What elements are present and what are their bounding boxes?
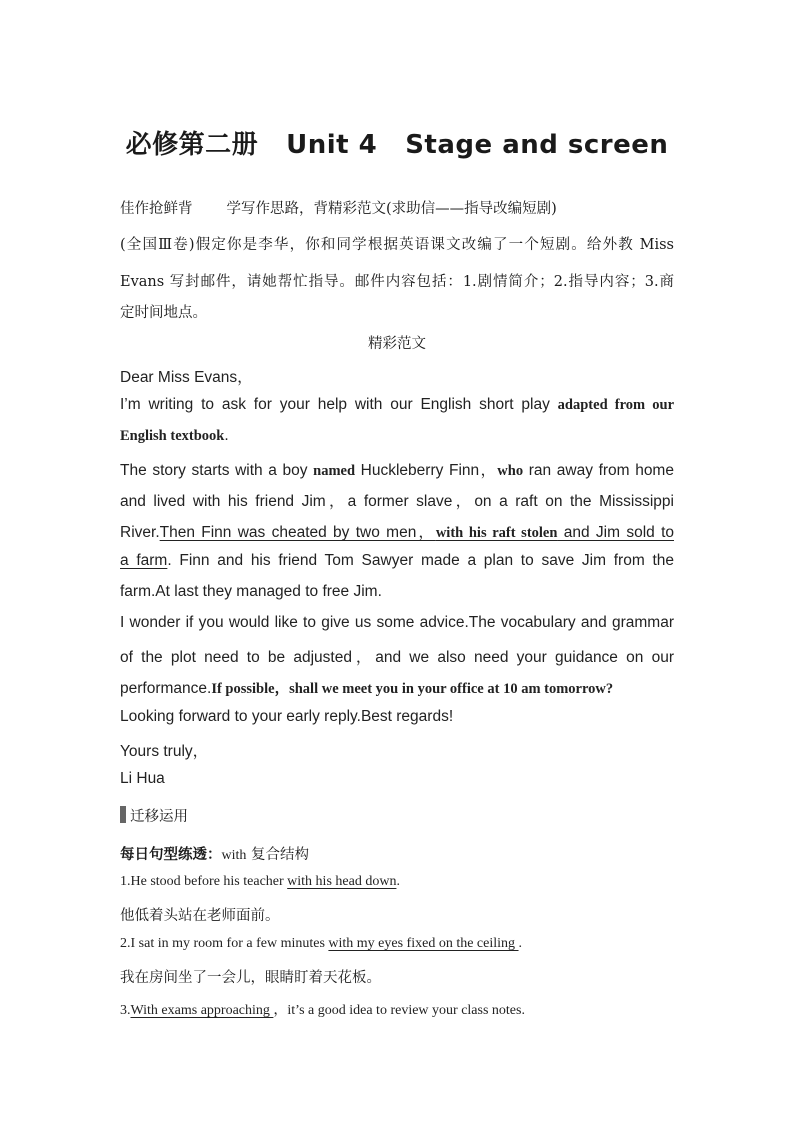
p2-underlined-b: and Jim sold to bbox=[557, 524, 674, 541]
p2-underlined-bold: with his raft stolen bbox=[435, 525, 558, 541]
letter-signature: Li Hua bbox=[120, 770, 165, 787]
letter-p2-line1 bbox=[120, 458, 674, 480]
section-marker-icon bbox=[120, 806, 126, 823]
p2-text-plan: . Finn and his friend Tom Sawyer made a plan to save Jim from the bbox=[167, 552, 674, 569]
exercise-2-translation: 我在房间坐了一会儿，眼睛盯着天花板。 bbox=[120, 970, 381, 986]
practice-heading bbox=[120, 843, 674, 864]
practice-section-label bbox=[120, 805, 674, 826]
p1-bold-phrase: adapted from our bbox=[557, 397, 675, 413]
intro-label: 佳作抢鲜背 bbox=[120, 201, 193, 217]
p2-text-e: ran away from home bbox=[523, 462, 674, 479]
p3-performance: performance. bbox=[120, 680, 212, 697]
letter-p3-line2: of the plot need to be adjusted，and we also need your guidance on our bbox=[120, 649, 674, 666]
exercise-1-translation: 他低着头站在老师面前。 bbox=[120, 908, 280, 924]
exercise-2 bbox=[120, 936, 674, 952]
p2-underlined-farm: a farm bbox=[120, 552, 168, 569]
practice-heading-en: with bbox=[221, 848, 247, 863]
page-title bbox=[0, 124, 794, 161]
exercise-1-end: . bbox=[396, 874, 400, 889]
p3-bold-question: If possible，shall we meet you in your office at 10 am tomorrow? bbox=[211, 681, 614, 697]
exercise-3-end: ，it’s a good idea to review your class notes. bbox=[273, 1003, 525, 1018]
letter-p2-line5: farm.At last they managed to free Jim. bbox=[120, 583, 382, 600]
task-line-2: Evans 写封邮件，请她帮忙指导。邮件内容包括：1.剧情简介；2.指导内容；3.商 bbox=[120, 274, 674, 290]
exercise-3-text: 3. bbox=[120, 1003, 131, 1018]
p1-text: I’m writing to ask for your help with our English short play bbox=[120, 396, 558, 413]
intro-header bbox=[120, 197, 674, 218]
section-label-text: 迁移运用 bbox=[130, 809, 188, 825]
exercise-2-text: 2.I sat in my room for a few minutes bbox=[120, 936, 329, 951]
p1-bold-phrase-cont: English textbook bbox=[120, 428, 225, 444]
letter-p3-line3 bbox=[120, 677, 674, 698]
intro-subtitle: 学写作思路，背精彩范文(求助信——指导改编短剧) bbox=[226, 201, 557, 217]
letter-greeting: Dear Miss Evans， bbox=[120, 369, 253, 386]
p2-bold-named: named bbox=[313, 463, 356, 479]
p2-text-c: Huckleberry Finn， bbox=[355, 462, 498, 479]
task-line-3: 定时间地点。 bbox=[120, 305, 207, 321]
letter-closing: Yours truly， bbox=[120, 743, 209, 760]
model-essay-heading: 精彩范文 bbox=[368, 336, 426, 352]
letter-p1-line2 bbox=[120, 427, 674, 445]
title-unit: Unit 4 bbox=[286, 130, 378, 160]
p2-bold-who: who bbox=[497, 463, 524, 479]
title-topic: Stage and screen bbox=[405, 130, 669, 160]
p2-river: River. bbox=[120, 524, 160, 541]
exercise-3 bbox=[120, 999, 674, 1019]
letter-p2-line4 bbox=[120, 552, 674, 570]
letter-p2-line2: and lived with his friend Jim，a former slave，on a raft on the Mississippi bbox=[120, 493, 674, 510]
exercise-2-answer: with my eyes fixed on the ceiling bbox=[328, 936, 519, 951]
letter-p3-line1: I wonder if you would like to give us some advice.The vocabulary and grammar bbox=[120, 614, 674, 631]
exercise-1 bbox=[120, 874, 674, 890]
task-line-1: (全国Ⅲ卷)假定你是李华，你和同学根据英语课文改编了一个短剧。给外教 Miss bbox=[120, 237, 674, 253]
practice-heading-cn2: 复合结构 bbox=[246, 847, 309, 863]
letter-p4: Looking forward to your early reply.Best regards! bbox=[120, 708, 454, 725]
p2-text-a: The story starts with a boy bbox=[120, 462, 314, 479]
p1-period: . bbox=[224, 427, 229, 444]
practice-heading-cn: 每日句型练透： bbox=[120, 846, 222, 863]
p2-underlined-a: Then Finn was cheated by two men， bbox=[159, 524, 436, 541]
exercise-1-answer: with his head down bbox=[287, 874, 397, 889]
exercise-2-end: . bbox=[518, 936, 523, 951]
title-chinese: 必修第二册 bbox=[125, 130, 259, 160]
exercise-1-text: 1.He stood before his teacher bbox=[120, 874, 288, 889]
letter-p1-line1 bbox=[120, 396, 674, 414]
exercise-3-answer: With exams approaching bbox=[130, 1003, 274, 1018]
letter-p2-line3 bbox=[120, 520, 674, 542]
